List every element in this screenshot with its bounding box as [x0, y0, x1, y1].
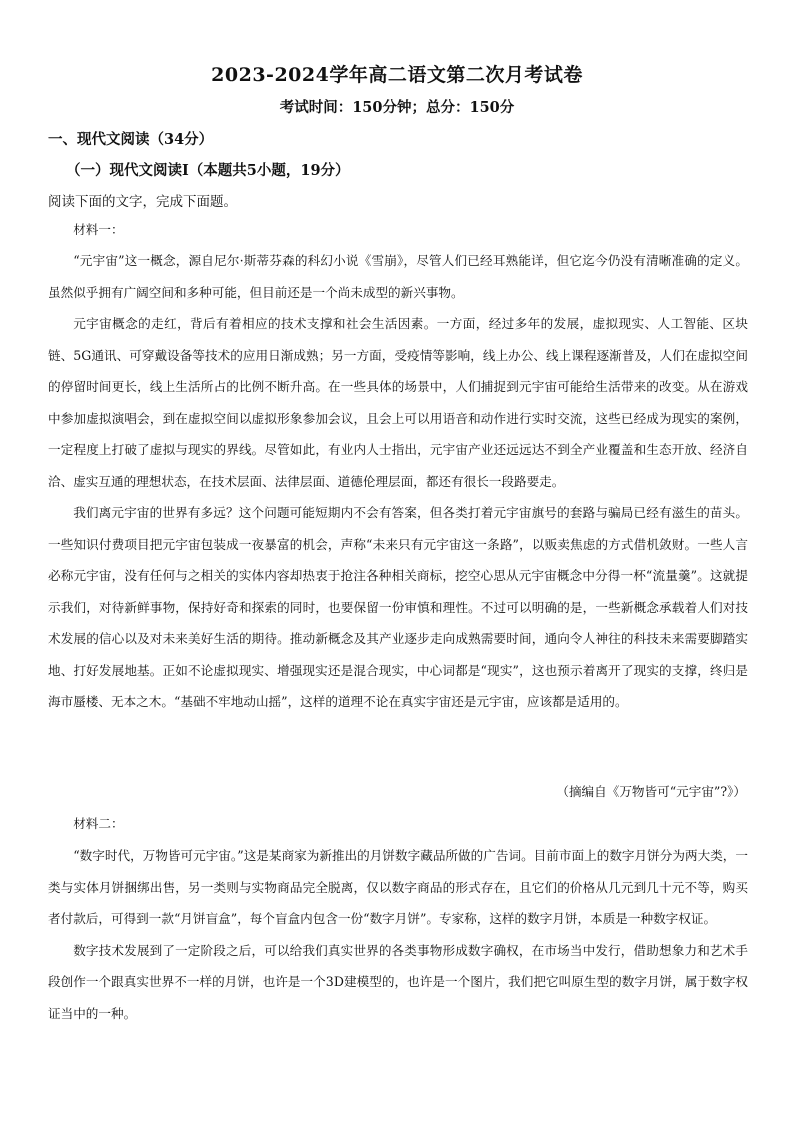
material-two-paragraph: 数字技术发展到了一定阶段之后，可以给我们真实世界的各类事物形成数字确权，在市场当中发行，借助想象力和艺术手段创作一个跟真实世界不一样的月饼，也许是一个3D建模型的，也许是一个图片，我们把它叫原生型的数字月饼，属于数字权证当中的一种。: [48, 942, 748, 1021]
subsection-heading: （一）现代文阅读Ⅰ（本题共5小题，19分）: [66, 162, 350, 179]
material-two-body: [48, 840, 748, 1029]
material-two-label-text: 材料二：: [73, 816, 124, 831]
section-heading: 一、现代文阅读（34分）: [48, 131, 214, 148]
reading-instruction: 阅读下面的文字，完成下面题。: [48, 194, 237, 210]
exam-title: 2023-2024学年高二语文第二次月考试卷: [211, 64, 583, 86]
material-one-paragraph: 元宇宙概念的走红，背后有着相应的技术支撑和社会生活因素。一方面，经过多年的发展，虚拟现实、人工智能、区块链、5G通讯、可穿戴设备等技术的应用日渐成熟；另一方面，受疫情等影响，线上办公、线上课程逐渐普及，人们在虚拟空间的停留时间更长，线上生活所占的比例不断升高。在一些具体的场景中，人们捕捉到元宇宙可能给生活带来的改变。从在游戏中参加虚拟演唱会，到在虚拟空间以虚拟形象参加会议，且会上可以用语音和动作进行实时交流，这些已经成为现实的案例，一定程度上打破了虚拟与现实的界线。尽管如此，有业内人士指出，元宇宙产业还远远达不到全产业覆盖和生态开放、经济自洽、虚实互通的理想状态，在技术层面、法律层面、道德伦理层面，都还有很长一段路要走。: [48, 316, 748, 489]
material-one-citation: （摘编自《万物皆可“元宇宙”?》）: [556, 784, 746, 799]
material-one-label-text: 材料一：: [73, 222, 124, 237]
material-one-paragraph: 我们离元宇宙的世界有多远？这个问题可能短期内不会有答案，但各类打着元宇宙旗号的套路与骗局已经有滋生的苗头。一些知识付费项目把元宇宙包装成一夜暴富的机会，声称“未来只有元宇宙这一条路”，以贩卖焦虑的方式借机敛财。一些人言必称元宇宙，没有任何与之相关的实体内容却热衷于抢注各种相关商标，挖空心思从元宇宙概念中分得一杯“流量羹”。这就提示我们，对待新鲜事物，保持好奇和探索的同时，也要保留一份审慎和理性。不过可以明确的是，一些新概念承载着人们对技术发展的信心以及对未来美好生活的期待。推动新概念及其产业逐步走向成熟需要时间，通向令人神往的科技未来需要脚踏实地、打好发展地基。正如不论虚拟现实、增强现实还是混合现实，中心词都是“现实”，这也预示着离开了现实的支撑，终归是海市蜃楼、无本之木。“基础不牢地动山摇”，这样的道理不论在真实宇宙还是元宇宙，应该都是适用的。: [48, 505, 748, 709]
material-two-paragraph: “数字时代，万物皆可元宇宙。”这是某商家为新推出的月饼数字藏品所做的广告词。目前市面上的数字月饼分为两大类，一类与实体月饼捆绑出售，另一类则与实物商品完全脱离，仅以数字商品的形式存在，且它们的价格从几元到几十元不等，购买者付款后，可得到一款“月饼盲盒”，每个盲盒内包含一份“数字月饼”。专家称，这样的数字月饼，本质是一种数字权证。: [48, 848, 748, 926]
exam-info: 考试时间：150分钟；总分：150分: [279, 99, 515, 116]
material-one-paragraph: “元宇宙”这一概念，源自尼尔·斯蒂芬森的科幻小说《雪崩》，尽管人们已经耳熟能详，但它迄今仍没有清晰准确的定义。虽然似乎拥有广阔空间和多种可能，但目前还是一个尚未成型的新兴事物。: [48, 253, 748, 300]
material-two-label: [48, 808, 748, 840]
material-one-body: [48, 245, 748, 718]
material-one-label: [48, 214, 748, 246]
